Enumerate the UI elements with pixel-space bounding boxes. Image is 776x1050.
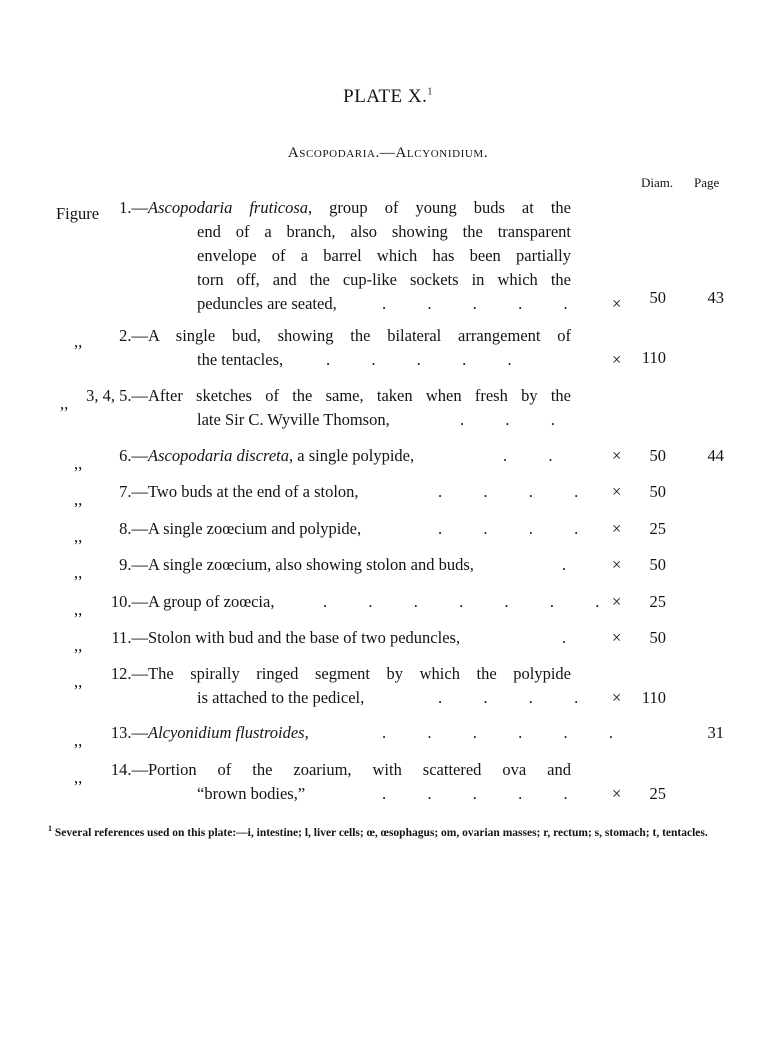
magnification-value: 50: [649, 482, 666, 501]
ditto-mark: ,,: [74, 636, 83, 655]
figure-number: 3, 4, 5.—: [86, 386, 148, 405]
magnification-value: 25: [649, 519, 666, 538]
leader-dots: .: [562, 628, 567, 647]
page-reference: 44: [707, 446, 724, 465]
ditto-mark: ,,: [74, 672, 83, 691]
ditto-mark: ,,: [74, 563, 83, 582]
figure-number: 2.—: [119, 326, 148, 345]
column-header-diam: Diam.: [641, 175, 674, 190]
magnification-value: 25: [649, 592, 666, 611]
ditto-mark: ,,: [74, 527, 83, 546]
magnification-times: ×: [612, 350, 622, 369]
magnification-times: ×: [612, 688, 622, 707]
leader-dots: . . . .: [438, 482, 579, 501]
figure-caption-line: the tentacles,: [197, 350, 284, 369]
figure-number: 6.—: [119, 446, 148, 465]
magnification-value: 110: [641, 688, 666, 707]
magnification-times: ×: [612, 592, 622, 611]
figure-caption-line: Portion of the zoarium, with scattered ova and: [148, 760, 571, 779]
figure-caption-line: envelope of a barrel which has been partially: [197, 246, 571, 265]
taxon-name: Alcyonidium flustroides: [148, 723, 305, 742]
figure-label: Figure: [56, 204, 100, 223]
magnification-value: 110: [641, 348, 666, 367]
magnification-value: 50: [649, 446, 666, 465]
figure-caption-line: The spirally ringed segment by which the polypide: [148, 664, 571, 683]
plate-subtitle: Ascopodaria.—Alcyonidium.: [287, 145, 489, 161]
ditto-mark: ,,: [74, 768, 83, 787]
figure-caption-line: peduncles are seated,: [197, 294, 337, 313]
leader-dots: . . . . .: [326, 350, 512, 369]
column-header-page: Page: [694, 175, 720, 190]
taxon-name: Ascopodaria fruticosa: [148, 198, 309, 217]
figure-caption-line: Alcyonidium flustroides,: [148, 723, 309, 742]
ditto-mark: ,,: [60, 394, 69, 413]
figure-caption-line: After sketches of the same, taken when fresh by the: [148, 386, 571, 405]
figure-number: 9.—: [119, 555, 148, 574]
figure-number: 7.—: [119, 482, 148, 501]
ditto-mark: ,,: [74, 332, 83, 351]
figure-caption-line: is attached to the pedicel,: [197, 688, 365, 707]
figure-caption-line: “brown bodies,”: [197, 784, 306, 803]
ditto-mark: ,,: [74, 731, 83, 750]
figure-caption-line: Ascopodaria fruticosa, group of young buds at the: [148, 198, 572, 217]
figure-caption-line: A group of zoœcia,: [148, 592, 275, 611]
leader-dots: . .: [503, 446, 553, 465]
leader-dots: . . . . . .: [382, 723, 613, 742]
page-reference: 31: [707, 723, 724, 742]
figure-number: 11.—: [111, 628, 148, 647]
magnification-value: 50: [649, 288, 666, 307]
footnote: [48, 820, 728, 842]
figure-caption-line: Stolon with bud and the base of two peduncles,: [148, 628, 461, 647]
figure-caption-line: A single bud, showing the bilateral arrangement of: [148, 326, 571, 345]
figure-caption-line: Ascopodaria discreta, a single polypide,: [148, 446, 415, 465]
figure-number: 14.—: [110, 760, 148, 779]
figure-caption-line: Two buds at the end of a stolon,: [148, 482, 359, 501]
leader-dots: . . . .: [438, 688, 579, 707]
magnification-value: 50: [649, 628, 666, 647]
ditto-mark: ,,: [74, 454, 83, 473]
taxon-name: Ascopodaria discreta: [148, 446, 289, 465]
magnification-times: ×: [612, 519, 622, 538]
footnote-mark: 1: [48, 824, 52, 833]
magnification-value: 25: [649, 784, 666, 803]
figure-caption-line: torn off, and the cup-like sockets in which the: [197, 270, 571, 289]
magnification-times: ×: [612, 294, 622, 313]
figure-number: 13.—: [110, 723, 148, 742]
figure-number: 8.—: [119, 519, 148, 538]
figure-number: 10.—: [110, 592, 148, 611]
magnification-value: 50: [649, 555, 666, 574]
figure-caption-line: late Sir C. Wyville Thomson,: [197, 410, 390, 429]
leader-dots: . . .: [460, 410, 555, 429]
leader-dots: . . . . .: [382, 294, 568, 313]
plate-title-text: PLATE X.: [343, 86, 428, 107]
footnote-text: Several references used on this plate:—i, intestine; l, liver cells; œ, œsophagus; om, ovarian masses; r, rectum; s, stomach; t, tentacles.: [54, 826, 708, 839]
page-reference: 43: [707, 288, 724, 307]
magnification-times: ×: [612, 482, 622, 501]
leader-dots: . . . .: [438, 519, 579, 538]
leader-dots: . . . . . . .: [323, 592, 600, 611]
leader-dots: . . . . .: [382, 784, 568, 803]
figure-caption-line: A single zoœcium and polypide,: [148, 519, 362, 538]
ditto-mark: ,,: [74, 600, 83, 619]
ditto-mark: ,,: [74, 490, 83, 509]
figure-number: 12.—: [110, 664, 148, 683]
magnification-times: ×: [612, 628, 622, 647]
magnification-times: ×: [612, 784, 622, 803]
magnification-times: ×: [612, 446, 622, 465]
leader-dots: .: [562, 555, 567, 574]
figure-caption-line: A single zoœcium, also showing stolon and buds,: [148, 555, 474, 574]
magnification-times: ×: [612, 555, 622, 574]
figure-caption-line: end of a branch, also showing the transparent: [197, 222, 571, 241]
title-footnote-mark: 1: [427, 86, 433, 98]
figure-number: 1.—: [119, 198, 148, 217]
plate-title: [0, 86, 776, 108]
